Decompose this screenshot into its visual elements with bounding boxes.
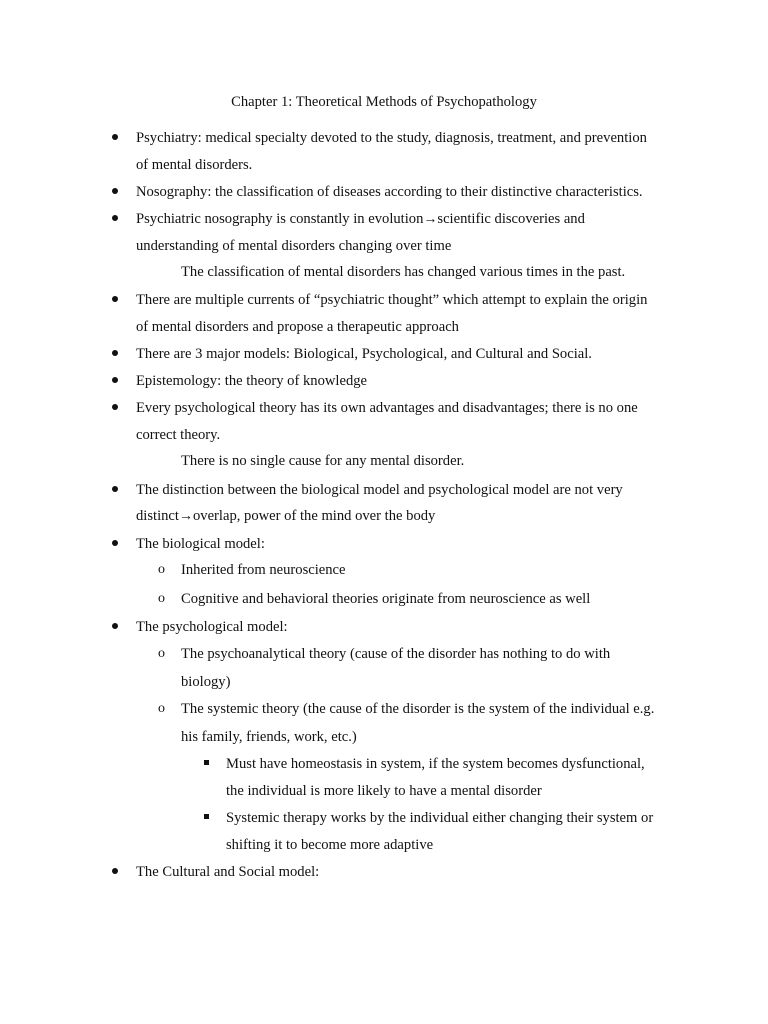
sub-item-line: Inherited from neuroscience xyxy=(181,562,346,578)
sub-sub-item-line: Systemic therapy works by the individual either changing their system or xyxy=(226,810,654,826)
paragraph-line: The psychological model: xyxy=(136,619,288,635)
paragraph-line xyxy=(136,507,435,526)
bullet-disc-icon xyxy=(112,486,118,492)
sub-item-line: his family, friends, work, etc.) xyxy=(181,729,357,745)
paragraph-line: There are multiple currents of “psychiatric thought” which attempt to explain the origin xyxy=(136,292,648,308)
bullet-disc-icon xyxy=(112,215,118,221)
sub-bullet-circle-icon: o xyxy=(158,701,165,716)
line-text: scientific discoveries and xyxy=(437,211,585,227)
indented-line: The classification of mental disorders has changed various times in the past. xyxy=(181,264,626,280)
paragraph-line: of mental disorders and propose a therapeutic approach xyxy=(136,319,459,335)
paragraph-line: understanding of mental disorders changing over time xyxy=(136,238,452,254)
right-arrow-icon: → xyxy=(178,509,193,524)
bullet-disc-icon xyxy=(112,188,118,194)
paragraph-line: Every psychological theory has its own advantages and disadvantages; there is no one xyxy=(136,400,638,416)
sub-sub-bullet-square-icon xyxy=(204,814,209,819)
paragraph-line: correct theory. xyxy=(136,427,221,443)
sub-bullet-circle-icon: o xyxy=(158,646,165,661)
line-text: distinct xyxy=(136,508,179,524)
indented-line: There is no single cause for any mental disorder. xyxy=(181,453,465,469)
bullet-disc-icon xyxy=(112,623,118,629)
paragraph-line: Psychiatry: medical specialty devoted to the study, diagnosis, treatment, and prevention xyxy=(136,130,647,146)
bullet-disc-icon xyxy=(112,540,118,546)
paragraph-line: The distinction between the biological model and psychological model are not very xyxy=(136,482,623,498)
paragraph-line: Epistemology: the theory of knowledge xyxy=(136,373,368,389)
sub-item-line: The psychoanalytical theory (cause of the disorder has nothing to do with xyxy=(181,646,611,662)
bullet-disc-icon xyxy=(112,296,118,302)
paragraph-line: Nosography: the classification of diseases according to their distinctive characteristics. xyxy=(136,184,643,200)
sub-sub-item-line: the individual is more likely to have a mental disorder xyxy=(226,783,542,799)
paragraph-line xyxy=(136,210,585,229)
sub-item-line: biology) xyxy=(181,674,231,690)
chapter-title: Chapter 1: Theoretical Methods of Psychopathology xyxy=(231,94,537,110)
line-text: Psychiatric nosography is constantly in evolution xyxy=(136,211,424,227)
sub-bullet-circle-icon: o xyxy=(158,562,165,577)
sub-sub-item-line: shifting it to become more adaptive xyxy=(226,837,434,853)
bullet-disc-icon xyxy=(112,350,118,356)
bullet-disc-icon xyxy=(112,377,118,383)
line-text: overlap, power of the mind over the body xyxy=(192,508,436,524)
sub-item-line: The systemic theory (the cause of the disorder is the system of the individual e.g. xyxy=(181,701,655,717)
sub-bullet-circle-icon: o xyxy=(158,591,165,606)
paragraph-line: of mental disorders. xyxy=(136,157,253,173)
sub-sub-bullet-square-icon xyxy=(204,760,209,765)
paragraph-line: The biological model: xyxy=(136,536,265,552)
bullet-disc-icon xyxy=(112,134,118,140)
sub-sub-item-line: Must have homeostasis in system, if the system becomes dysfunctional, xyxy=(226,756,645,772)
bullet-disc-icon xyxy=(112,868,118,874)
bullet-disc-icon xyxy=(112,404,118,410)
sub-item-line: Cognitive and behavioral theories originate from neuroscience as well xyxy=(181,591,591,607)
right-arrow-icon: → xyxy=(423,212,438,227)
paragraph-line: There are 3 major models: Biological, Psychological, and Cultural and Social. xyxy=(136,346,592,362)
paragraph-line: The Cultural and Social model: xyxy=(136,864,320,880)
